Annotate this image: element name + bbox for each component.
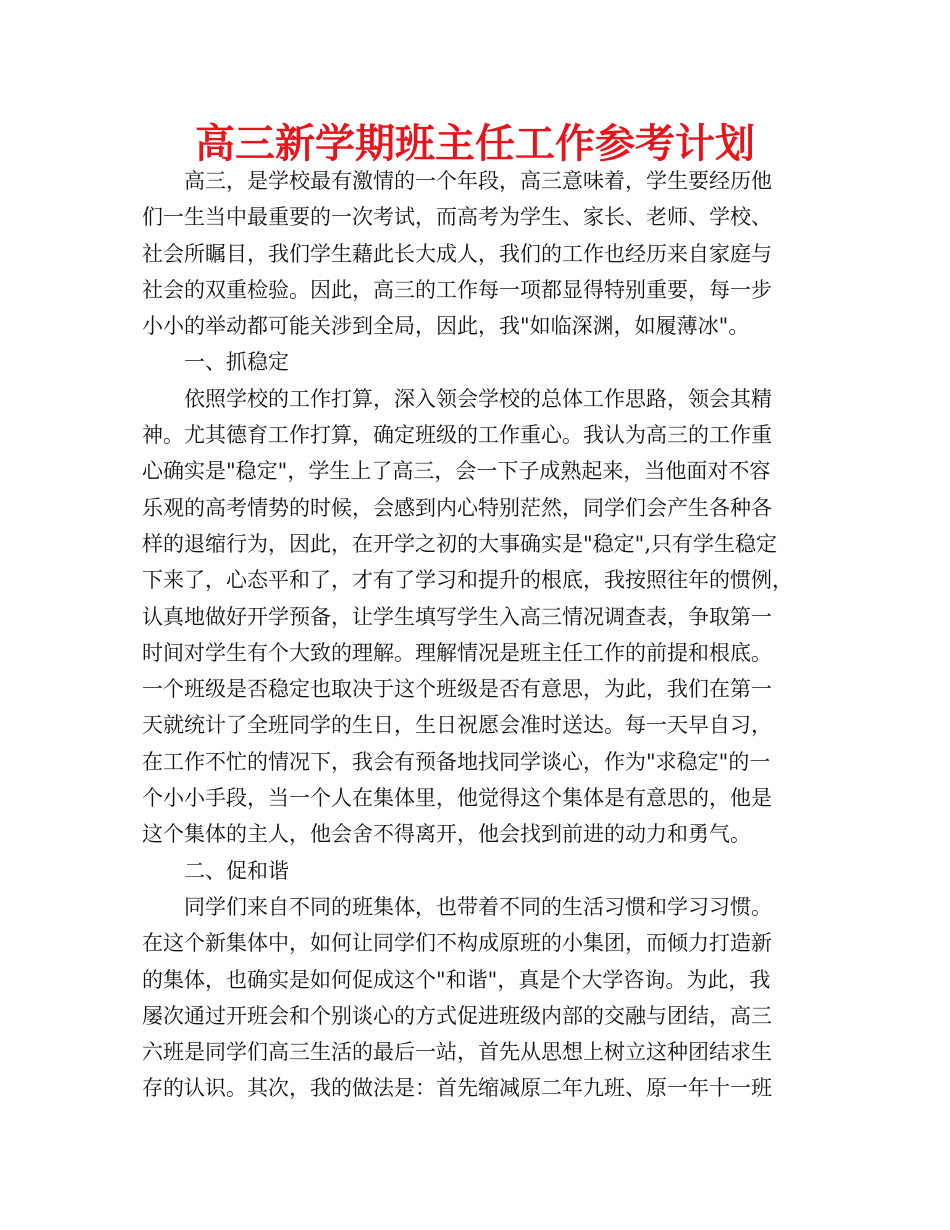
text-line: 样的退缩行为，因此，在开学之初的大事确实是"稳定",只有学生稳定	[142, 531, 777, 556]
text-line: 们一生当中最重要的一次考试，而高考为学生、家长、老师、学校、	[142, 205, 772, 230]
text-line: 一、抓稳定	[184, 350, 289, 375]
text-line: 时间对学生有个大致的理解。理解情况是班主任工作的前提和根底。	[142, 640, 772, 665]
text-line: 乐观的高考情势的时候，会感到内心特别茫然，同学们会产生各种各	[142, 495, 772, 520]
text-line: 同学们来自不同的班集体，也带着不同的生活习惯和学习习惯。	[184, 894, 772, 919]
text-line: 屡次通过开班会和个别谈心的方式促进班级内部的交融与团结，高三	[142, 1003, 772, 1028]
text-line: 的集体，也确实是如何促成这个"和谐"，真是个大学咨询。为此，我	[142, 967, 771, 992]
text-line: 小小的举动都可能关涉到全局，因此，我"如临深渊，如履薄冰"。	[142, 314, 750, 339]
text-line: 二、促和谐	[184, 858, 289, 883]
text-line: 天就统计了全班同学的生日，生日祝愿会准时送达。每一天早自习，	[142, 713, 772, 738]
document-title: 高三新学期班主任工作参考计划	[195, 121, 755, 167]
text-line: 神。尤其德育工作打算，确定班级的工作重心。我认为高三的工作重	[142, 423, 772, 448]
text-line: 社会所瞩目，我们学生藉此长大成人，我们的工作也经历来自家庭与	[142, 241, 772, 266]
text-line: 存的认识。其次，我的做法是：首先缩减原二年九班、原一年十一班	[142, 1076, 772, 1101]
text-line: 高三，是学校最有激情的一个年段，高三意味着，学生要经历他	[184, 169, 772, 193]
text-line: 心确实是"稳定"，学生上了高三，会一下子成熟起来，当他面对不容	[142, 459, 771, 484]
text-line: 在工作不忙的情况下，我会有预备地找同学谈心，作为"求稳定"的一	[142, 749, 771, 774]
text-line: 依照学校的工作打算，深入领会学校的总体工作思路，领会其精	[184, 386, 772, 411]
text-line: 六班是同学们高三生活的最后一站，首先从思想上树立这种团结求生	[142, 1040, 772, 1065]
text-line: 一个班级是否稳定也取决于这个班级是否有意思，为此，我们在第一	[142, 677, 772, 702]
text-line: 个小小手段，当一个人在集体里，他觉得这个集体是有意思的，他是	[142, 786, 772, 811]
text-line: 认真地做好开学预备，让学生填写学生入高三情况调查表，争取第一	[142, 604, 772, 629]
document-body	[142, 163, 814, 1107]
text-line: 下来了，心态平和了，才有了学习和提升的根底，我按照往年的惯例，	[142, 568, 793, 593]
text-line: 这个集体的主人，他会舍不得离开，他会找到前进的动力和勇气。	[142, 822, 751, 847]
text-line: 在这个新集体中，如何让同学们不构成原班的小集团，而倾力打造新	[142, 931, 772, 956]
text-line: 社会的双重检验。因此，高三的工作每一项都显得特别重要，每一步	[142, 277, 772, 302]
